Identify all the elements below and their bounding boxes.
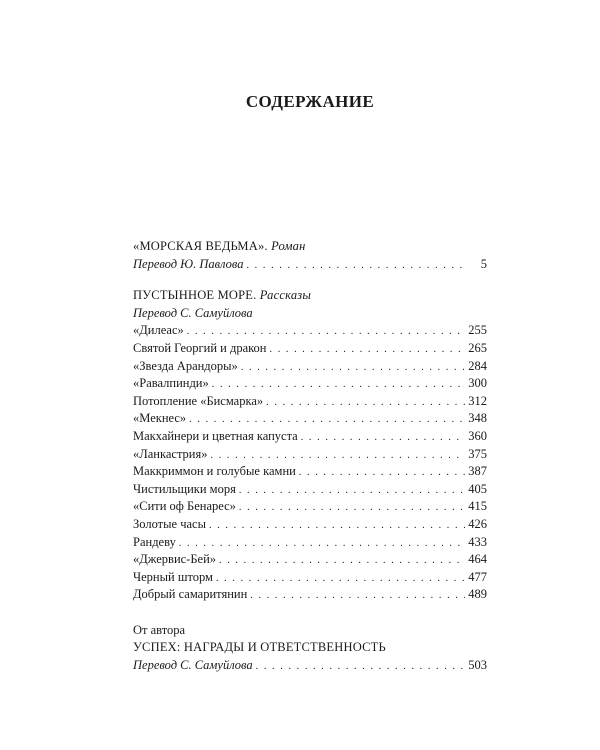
entry-title: Рандеву [133, 534, 176, 549]
toc-entry[interactable] [133, 481, 487, 499]
entry-title: Золотые часы [133, 516, 206, 531]
section-title: «МОРСКАЯ ВЕДЬМА». [133, 239, 268, 253]
section-title: УСПЕХ: НАГРАДЫ И ОТВЕТСТВЕННОСТЬ [133, 640, 386, 655]
dot-leader [219, 552, 465, 570]
preface-label: От автора [133, 622, 186, 637]
dot-leader [209, 517, 465, 535]
toc-entry[interactable] [133, 569, 487, 587]
toc-entry[interactable] [133, 463, 487, 481]
toc-entry[interactable] [133, 410, 487, 428]
page-number: 415 [468, 499, 487, 514]
entry-title: Чистильщики моря [133, 481, 236, 496]
translator-credit: Перевод Ю. Павлова [133, 256, 244, 271]
entry-title: Потопление «Бисмарка» [133, 393, 264, 408]
table-of-contents [133, 238, 487, 675]
page-number: 255 [468, 323, 487, 338]
dot-leader [299, 464, 465, 482]
toc-entry[interactable] [133, 428, 487, 446]
dot-leader [187, 323, 465, 341]
page-number: 375 [468, 446, 487, 461]
section-heading [133, 238, 487, 256]
story-list [133, 322, 487, 604]
dot-leader [179, 535, 465, 553]
page-title: СОДЕРЖАНИЕ [245, 92, 375, 111]
entry-title: «Равалпинди» [133, 376, 209, 391]
toc-entry[interactable] [133, 322, 487, 340]
toc-entry[interactable] [133, 551, 487, 569]
toc-entry[interactable] [133, 586, 487, 604]
section-genre: Рассказы [259, 288, 312, 303]
page-number: 387 [468, 464, 487, 479]
entry-title: Святой Георгий и дракон [133, 340, 267, 355]
page-number: 489 [468, 587, 487, 602]
page-number: 433 [468, 534, 487, 549]
dot-leader [216, 570, 465, 588]
entry-title: «Дилеас» [133, 323, 184, 338]
toc-entry[interactable] [133, 256, 487, 274]
entry-title: «Ланкастрия» [133, 446, 208, 461]
page-number: 464 [468, 552, 487, 567]
page-number: 300 [468, 376, 487, 391]
entry-title: Маккриммон и голубые камни [133, 464, 296, 479]
dot-leader [270, 341, 466, 359]
page-number: 477 [468, 569, 487, 584]
page-number: 312 [468, 393, 487, 408]
page-number: 284 [468, 358, 487, 373]
entry-title: «Джервис-Бей» [133, 552, 217, 567]
toc-entry[interactable] [133, 358, 487, 376]
toc-entry[interactable] [133, 340, 487, 358]
page-number: 503 [468, 658, 487, 673]
page-number: 265 [468, 340, 487, 355]
entry-title: «Сити оф Бенарес» [133, 499, 236, 514]
toc-entry[interactable] [133, 534, 487, 552]
dot-leader [189, 411, 465, 429]
page-number: 360 [468, 428, 487, 443]
entry-title: «Звезда Арандоры» [133, 358, 238, 373]
entry-title: Добрый самаритянин [133, 587, 248, 602]
entry-title: Черный шторм [133, 569, 213, 584]
dot-leader [256, 658, 466, 676]
section-genre: Роман [271, 239, 306, 253]
dot-leader [246, 257, 467, 275]
page-number: 5 [480, 256, 487, 271]
dot-leader [239, 482, 465, 500]
entry-title: Макхайнери и цветная капуста [133, 428, 298, 443]
translator-credit: Перевод С. Самуйлова [133, 658, 253, 673]
dot-leader [301, 429, 466, 447]
dot-leader [239, 499, 465, 517]
entry-title: «Мекнес» [133, 411, 187, 426]
dot-leader [212, 376, 465, 394]
toc-entry[interactable] [133, 446, 487, 464]
translator-credit: Перевод С. Самуйлова [133, 305, 253, 320]
dot-leader [241, 359, 465, 377]
toc-entry[interactable] [133, 657, 487, 675]
toc-entry[interactable] [133, 393, 487, 411]
page-number: 426 [468, 516, 487, 531]
dot-leader [250, 587, 465, 605]
dot-leader [266, 394, 465, 412]
toc-entry[interactable] [133, 375, 487, 393]
page-number: 405 [468, 481, 487, 496]
page-number: 348 [468, 411, 487, 426]
toc-entry[interactable] [133, 498, 487, 516]
section-heading [133, 287, 487, 305]
dot-leader [211, 447, 466, 465]
toc-entry[interactable] [133, 516, 487, 534]
section-title: ПУСТЫННОЕ МОРЕ. [133, 288, 257, 303]
